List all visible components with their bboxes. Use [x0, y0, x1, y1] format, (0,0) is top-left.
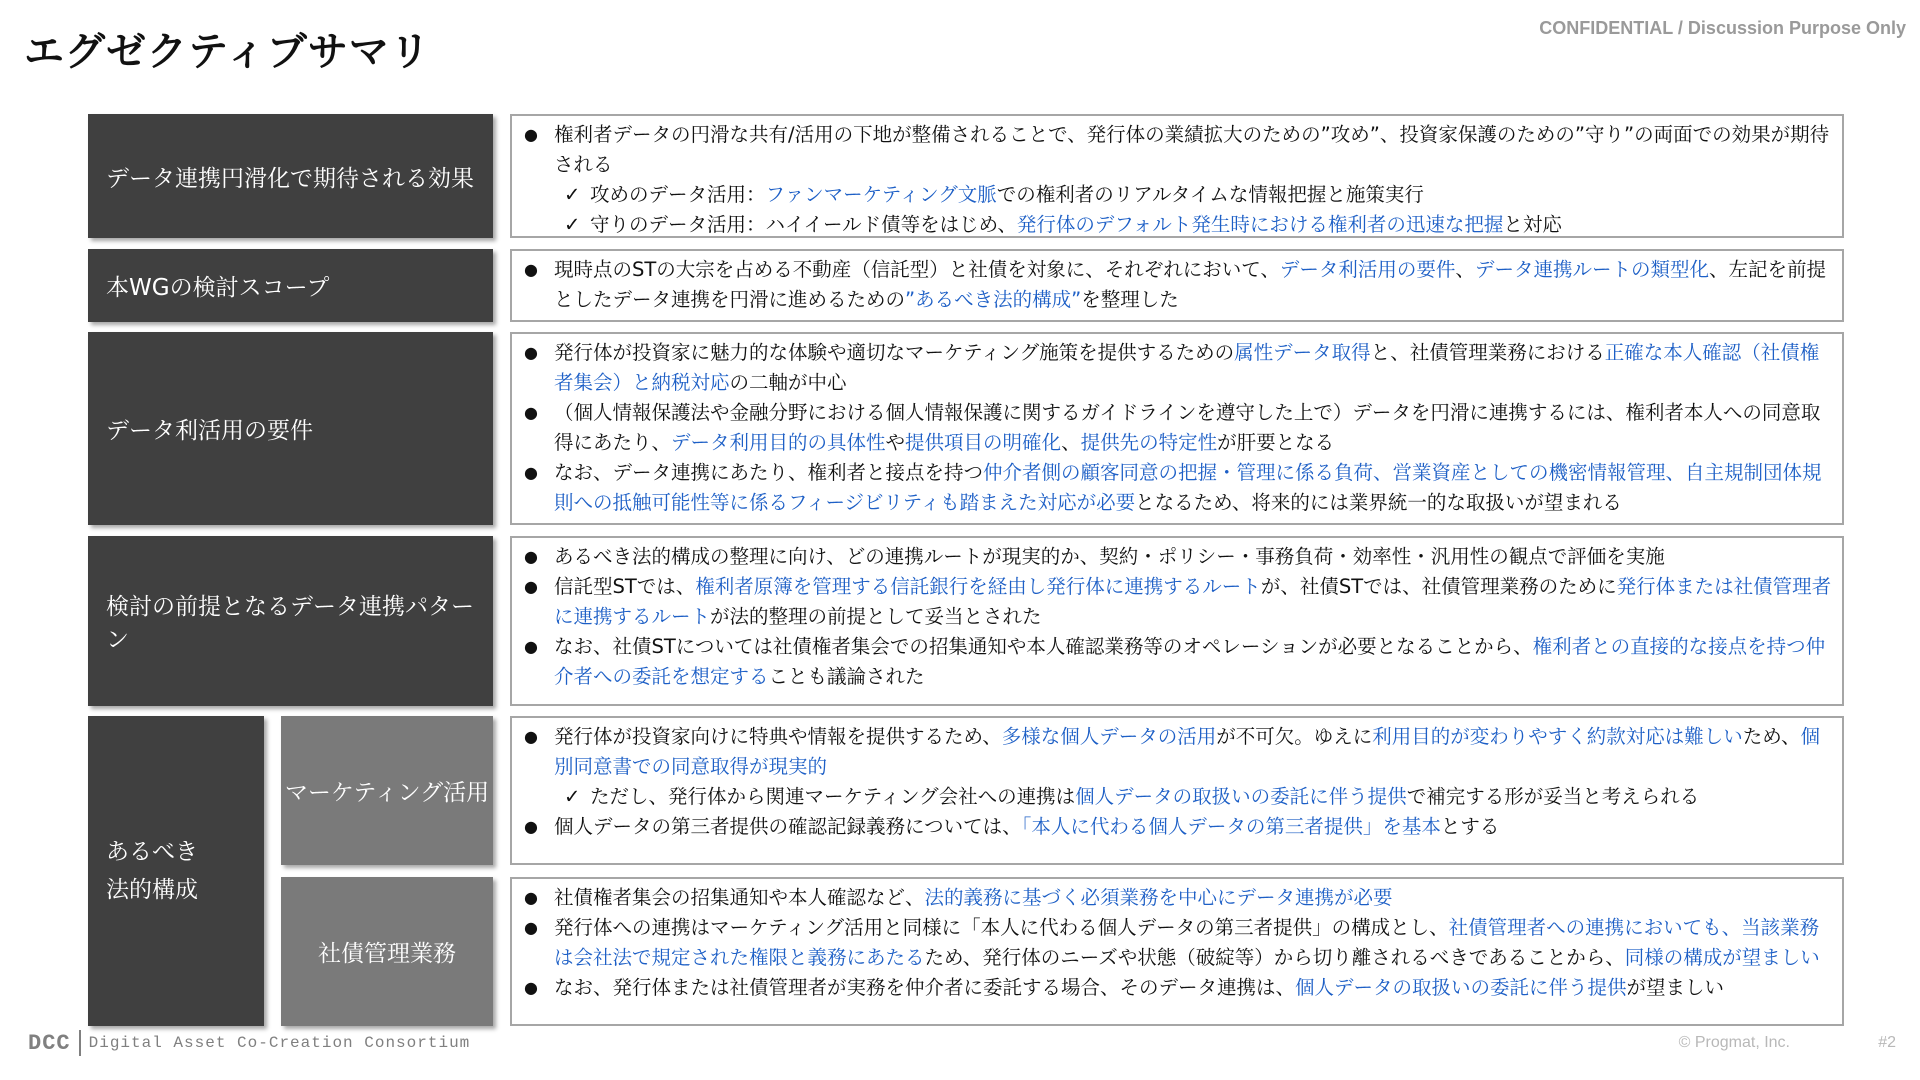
summary-row-requirements — [88, 332, 1844, 525]
highlight-text: 発行体または社債管理者に連携するルート — [554, 575, 1832, 628]
text-segment: 権利者データの円滑な共有/活用の下地が整備されることで、発行体の業績拡大のための”攻め”、投資家保護のための”守り”の両面での効果が期待される — [554, 123, 1830, 176]
highlight-text: 多様な個人データの活用 — [1001, 725, 1217, 748]
text-segment: なお、データ連携にあたり、権利者と接点を持つ — [554, 461, 984, 484]
text-segment: 発行体が投資家向けに特典や情報を提供するため、 — [554, 725, 1002, 748]
bullet-item — [524, 398, 1832, 458]
bullet-icon: ● — [524, 125, 538, 144]
row-content — [510, 716, 1844, 865]
highlight-text: データ利活用の要件 — [1279, 258, 1456, 281]
text-segment: が、社債STでは、社債管理業務のために — [1260, 575, 1617, 598]
page-title: エグゼクティブサマリ — [24, 29, 431, 75]
bullet-icon: ● — [524, 403, 538, 422]
text-segment: 、左記を前提としたデータ連携を円滑に進めるための — [554, 258, 1826, 311]
highlight-text: データ連携ルートの類型化 — [1474, 258, 1709, 281]
item-text — [554, 973, 1832, 1003]
text-segment: が望ましい — [1626, 976, 1725, 999]
text-segment: ただし、発行体から関連マーケティング会社への連携は — [590, 785, 1076, 808]
bullet-item — [524, 572, 1832, 632]
highlight-text: 個別同意書での同意取得が現実的 — [554, 725, 1821, 778]
text-segment: 信託型STでは、 — [554, 575, 696, 598]
text-segment: ことも議論された — [768, 665, 925, 688]
bullet-icon: ● — [524, 918, 538, 937]
marketing-label: マーケティング活用 — [281, 716, 493, 865]
text-segment: 攻めのデータ活用： — [590, 183, 766, 206]
bullet-item — [524, 255, 1832, 315]
check-item — [524, 782, 1832, 812]
highlight-text: 属性データ取得 — [1234, 341, 1371, 364]
highlight-text: 正確な本人確認（社債権者集会）と納税対応 — [554, 341, 1820, 394]
row-content — [510, 114, 1844, 238]
logo-full: Digital Asset Co-Creation Consortium — [88, 1034, 471, 1052]
row-content — [510, 536, 1844, 706]
item-text — [590, 782, 1699, 812]
bullet-icon: ● — [524, 343, 538, 362]
highlight-text: 法的義務に基づく必須業務を中心にデータ連携が必要 — [924, 886, 1393, 909]
row-content — [510, 332, 1844, 525]
bullet-icon: ● — [524, 978, 538, 997]
item-text — [554, 338, 1832, 398]
item-text — [554, 883, 1832, 913]
bullet-item — [524, 338, 1832, 398]
row-label: 本WGの検討スコープ — [88, 249, 493, 322]
legal-label-line2: 法的構成 — [106, 877, 198, 903]
check-item — [524, 210, 1832, 240]
summary-row-effects — [88, 114, 1844, 238]
item-text — [590, 210, 1562, 240]
text-segment: となるため、将来的には業界統一的な取扱いが望まれる — [1135, 491, 1622, 514]
highlight-text: 発行体のデフォルト発生時における権利者の迅速な把握 — [1016, 213, 1504, 236]
highlight-text: 権利者原簿を管理する信託銀行を経由し発行体に連携するルート — [695, 575, 1261, 598]
text-segment: なお、社債STについては社債権者集会での招集通知や本人確認業務等のオペレーションが必要となることから、 — [554, 635, 1533, 658]
text-segment: と対応 — [1503, 213, 1562, 236]
text-segment: 、 — [1455, 258, 1475, 281]
bullet-item — [524, 542, 1832, 572]
item-text — [554, 913, 1832, 973]
text-segment: での権利者のリアルタイムな情報把握と施策実行 — [996, 183, 1424, 206]
logo-divider — [79, 1030, 81, 1056]
legal-marketing-row — [88, 716, 1844, 865]
text-segment: 社債権者集会の招集通知や本人確認など、 — [554, 886, 925, 909]
legal-label-line1: あるべき — [106, 839, 198, 865]
text-segment: が法的整理の前提として妥当とされた — [710, 605, 1042, 628]
text-segment: ため、 — [1742, 725, 1801, 748]
bullet-icon: ● — [524, 727, 538, 746]
checkmark-icon: ✓ — [564, 213, 581, 236]
bullet-item — [524, 722, 1832, 782]
highlight-text: 個人データの取扱いの委託に伴う提供 — [1295, 976, 1627, 999]
highlight-text: 「本人に代わる個人データの第三者提供」を基本 — [1021, 815, 1441, 838]
bullet-icon: ● — [524, 260, 538, 279]
highlight-text: 仲介者側の顧客同意の把握・管理に係る負荷、営業資産としての機密情報管理、自主規制団体規則への抵触可能性等に係るフィージビリティも踏まえた対応が必要 — [554, 461, 1822, 514]
text-segment: の二軸が中心 — [729, 371, 847, 394]
highlight-text: 個人データの取扱いの委託に伴う提供 — [1075, 785, 1407, 808]
bullet-icon: ● — [524, 577, 538, 596]
summary-row-patterns — [88, 536, 1844, 706]
checkmark-icon: ✓ — [564, 183, 581, 206]
legal-bond-row — [88, 877, 1844, 1026]
logo-short: DCC — [28, 1030, 71, 1056]
text-segment: 守りのデータ活用：ハイイールド債等をはじめ、 — [590, 213, 1017, 236]
bullet-item — [524, 913, 1832, 973]
summary-row-scope — [88, 249, 1844, 322]
row-label: データ利活用の要件 — [88, 332, 493, 525]
highlight-text: 利用目的が変わりやすく約款対応は難しい — [1372, 725, 1743, 748]
row-content — [510, 249, 1844, 322]
dcc-logo — [28, 1030, 470, 1056]
row-label: 検討の前提となるデータ連携パターン — [88, 536, 493, 706]
copyright: © Progmat, Inc. — [1678, 1034, 1790, 1051]
text-segment: 、 — [1061, 431, 1081, 454]
text-segment: 発行体への連携はマーケティング活用と同様に「本人に代わる個人データの第三者提供」の構成とし、 — [554, 916, 1449, 939]
item-text — [554, 722, 1832, 782]
text-segment: 現時点のSTの大宗を占める不動産（信託型）と社債を対象に、それぞれにおいて、 — [554, 258, 1280, 281]
highlight-text: 社債管理者への連携においても、当該業務は会社法で規定された権限と義務にあたる — [554, 916, 1820, 969]
bullet-icon: ● — [524, 637, 538, 656]
bullet-icon: ● — [524, 463, 538, 482]
text-segment: で補完する形が妥当と考えられる — [1406, 785, 1700, 808]
text-segment: なお、発行体または社債管理者が実務を仲介者に委託する場合、そのデータ連携は、 — [554, 976, 1296, 999]
page-number: #2 — [1878, 1034, 1896, 1051]
bullet-item — [524, 883, 1832, 913]
highlight-text: ファンマーケティング文脈 — [765, 183, 997, 206]
highlight-text: 権利者との直接的な接点を持つ仲介者への委託を想定する — [554, 635, 1826, 688]
row-content — [510, 877, 1844, 1026]
text-segment: （個人情報保護法や金融分野における個人情報保護に関するガイドラインを遵守した上で）データを円滑に連携するには、権利者本人への同意取得にあたり、 — [554, 401, 1821, 454]
text-segment: が不可欠。ゆえに — [1216, 725, 1373, 748]
text-segment: あるべき法的構成の整理に向け、どの連携ルートが現実的か、契約・ポリシー・事務負荷・効率性・汎用性の観点で評価を実施 — [554, 545, 1665, 568]
bullet-item — [524, 632, 1832, 692]
highlight-text: 同様の構成が望ましい — [1624, 946, 1820, 969]
item-text — [554, 120, 1832, 180]
item-text — [554, 398, 1832, 458]
text-segment: 発行体が投資家に魅力的な体験や適切なマーケティング施策を提供するための — [554, 341, 1235, 364]
item-text — [554, 572, 1832, 632]
bullet-item — [524, 120, 1832, 180]
highlight-text: データ利用目的の具体性 — [671, 431, 886, 454]
row-label: データ連携円滑化で期待される効果 — [88, 114, 493, 238]
bond-label: 社債管理業務 — [281, 877, 493, 1026]
highlight-text: 提供項目の明確化 — [905, 431, 1062, 454]
item-text — [590, 180, 1424, 210]
bullet-icon: ● — [524, 888, 538, 907]
item-text — [554, 812, 1832, 842]
text-segment: 個人データの第三者提供の確認記録義務については、 — [554, 815, 1022, 838]
bullet-item — [524, 458, 1832, 518]
item-text — [554, 542, 1832, 572]
bullet-item — [524, 973, 1832, 1003]
bullet-item — [524, 812, 1832, 842]
text-segment: ため、発行体のニーズや状態（破綻等）から切り離されるべきであることから、 — [924, 946, 1625, 969]
checkmark-icon: ✓ — [564, 785, 581, 808]
bullet-icon: ● — [524, 817, 538, 836]
text-segment: を整理した — [1081, 288, 1179, 311]
item-text — [554, 255, 1832, 315]
highlight-text: 提供先の特定性 — [1080, 431, 1218, 454]
item-text — [554, 458, 1832, 518]
confidential-notice: CONFIDENTIAL / Discussion Purpose Only — [1539, 18, 1906, 38]
text-segment: とする — [1440, 815, 1500, 838]
highlight-text: ”あるべき法的構成” — [905, 288, 1082, 311]
bullet-icon: ● — [524, 547, 538, 566]
check-item — [524, 180, 1832, 210]
text-segment: や — [885, 431, 906, 454]
text-segment: が肝要となる — [1217, 431, 1335, 454]
item-text — [554, 632, 1832, 692]
text-segment: と、社債管理業務における — [1370, 341, 1605, 364]
